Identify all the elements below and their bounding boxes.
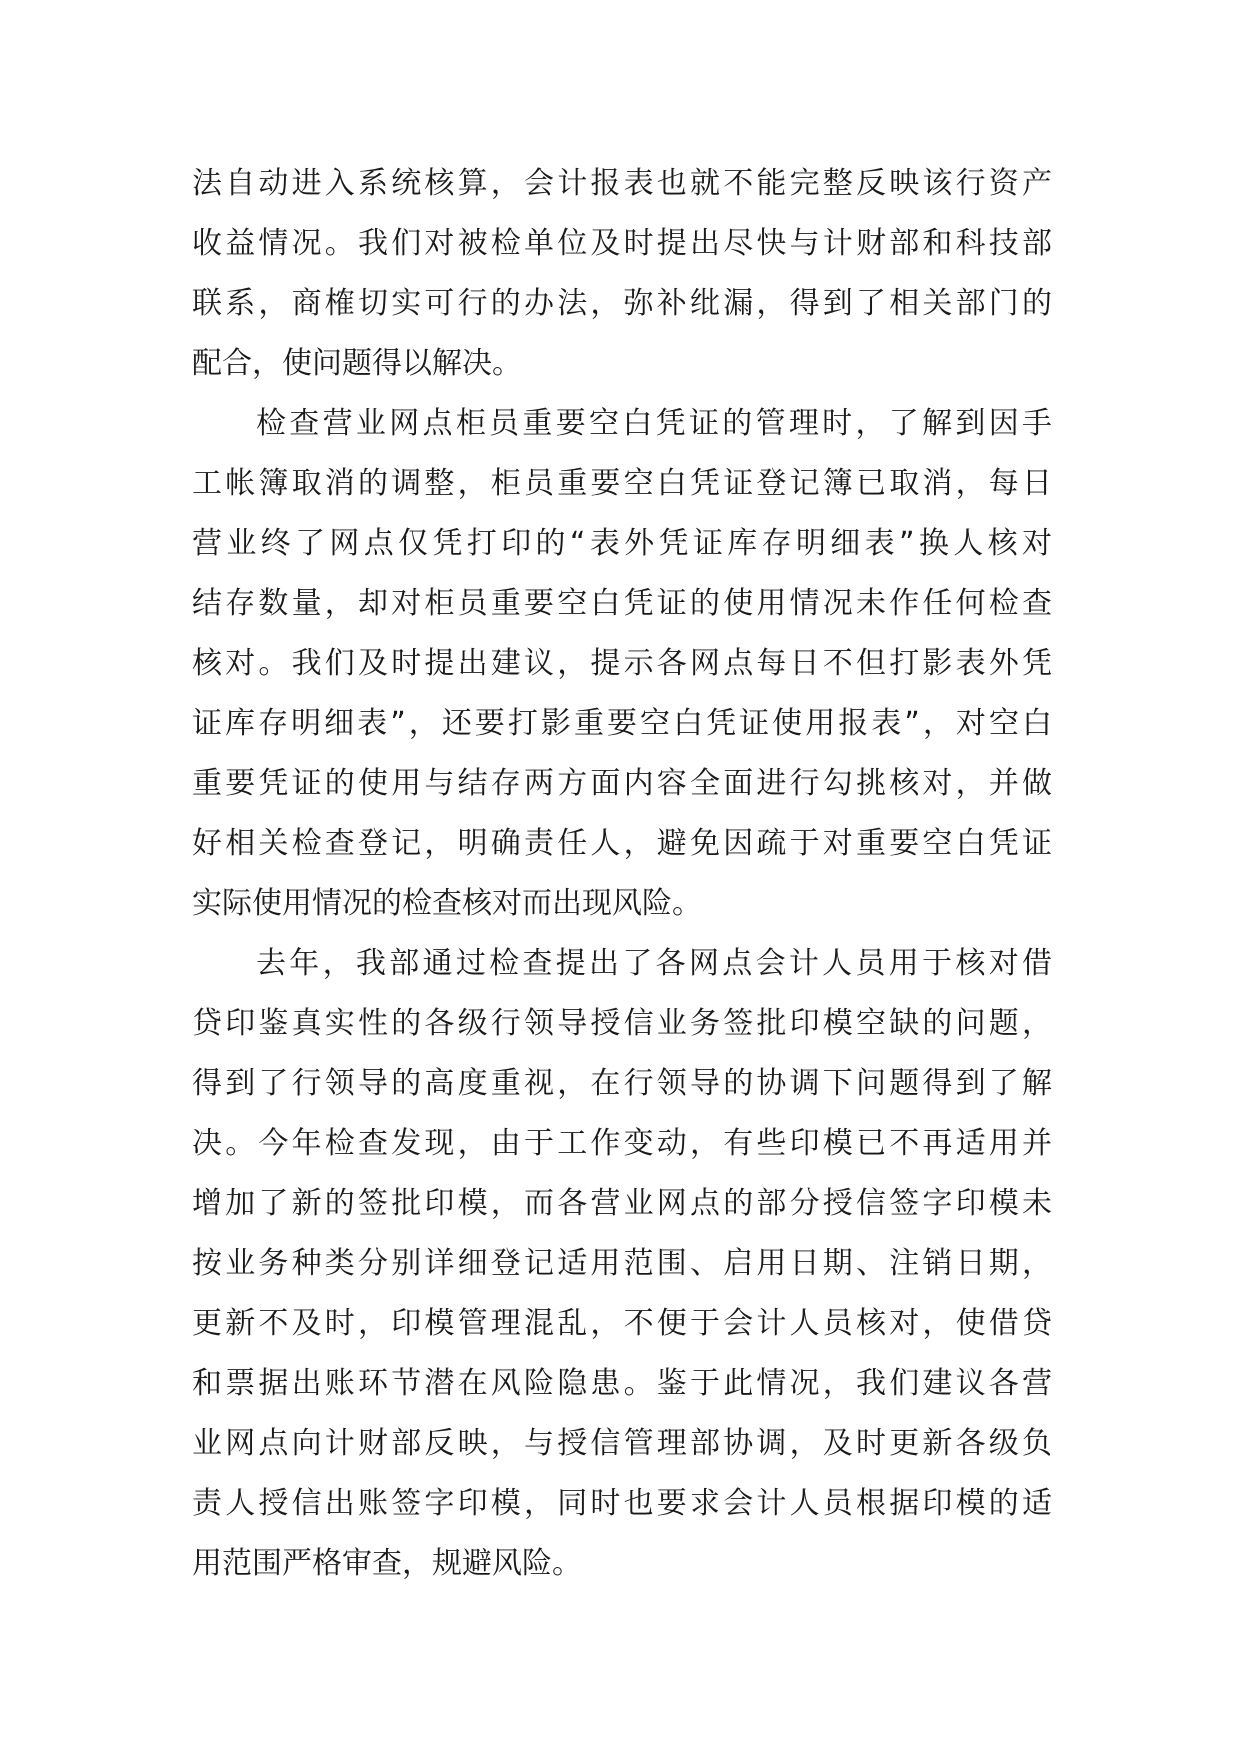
text-line: 和票据出账环节潜在风险隐患。鉴于此情况，我们建议各营 [192,1366,1052,1401]
paragraph [192,934,1052,1594]
text-line: 贷印鉴真实性的各级行领导授信业务签批印模空缺的问题， [192,1006,1052,1041]
text-line: 更新不及时，印模管理混乱，不便于会计人员核对，使借贷 [192,1306,1052,1341]
text-line: 决。今年检查发现，由于工作变动，有些印模已不再适用并 [192,1126,1052,1161]
text-line: 联系，商榷切实可行的办法，弥补纰漏，得到了相关部门的 [192,286,1052,321]
document-body [192,154,1052,1594]
text-line: 工帐簿取消的调整，柜员重要空白凭证登记簿已取消，每日 [192,466,1052,501]
text-line: 收益情况。我们对被检单位及时提出尽快与计财部和科技部 [192,226,1052,261]
text-line: 按业务种类分别详细登记适用范围、启用日期、注销日期， [192,1246,1052,1281]
text-line: 证库存明细表”，还要打影重要空白凭证使用报表”，对空白 [192,706,1052,741]
text-line: 实际使用情况的检查核对而出现风险。 [192,886,702,921]
text-line: 核对。我们及时提出建议，提示各网点每日不但打影表外凭 [192,646,1052,681]
text-line: 营业终了网点仅凭打印的“表外凭证库存明细表”换人核对 [192,526,1052,561]
text-line: 业网点向计财部反映，与授信管理部协调，及时更新各级负 [192,1426,1052,1461]
paragraph [192,154,1052,394]
text-line: 得到了行领导的高度重视，在行领导的协调下问题得到了解 [192,1066,1052,1101]
text-line: 结存数量，却对柜员重要空白凭证的使用情况未作任何检查 [192,586,1052,621]
text-line: 法自动进入系统核算，会计报表也就不能完整反映该行资产 [192,166,1052,201]
text-line: 好相关检查登记，明确责任人，避免因疏于对重要空白凭证 [192,826,1052,861]
text-line: 重要凭证的使用与结存两方面内容全面进行勾挑核对，并做 [192,766,1052,801]
paragraph [192,394,1052,934]
text-line: 增加了新的签批印模，而各营业网点的部分授信签字印模未 [192,1186,1052,1221]
text-line: 去年，我部通过检查提出了各网点会计人员用于核对借 [256,946,1052,981]
text-line: 检查营业网点柜员重要空白凭证的管理时，了解到因手 [256,406,1052,441]
text-line: 用范围严格审查，规避风险。 [192,1546,582,1581]
text-line: 配合，使问题得以解决。 [192,346,522,381]
text-line: 责人授信出账签字印模，同时也要求会计人员根据印模的适 [192,1486,1052,1521]
